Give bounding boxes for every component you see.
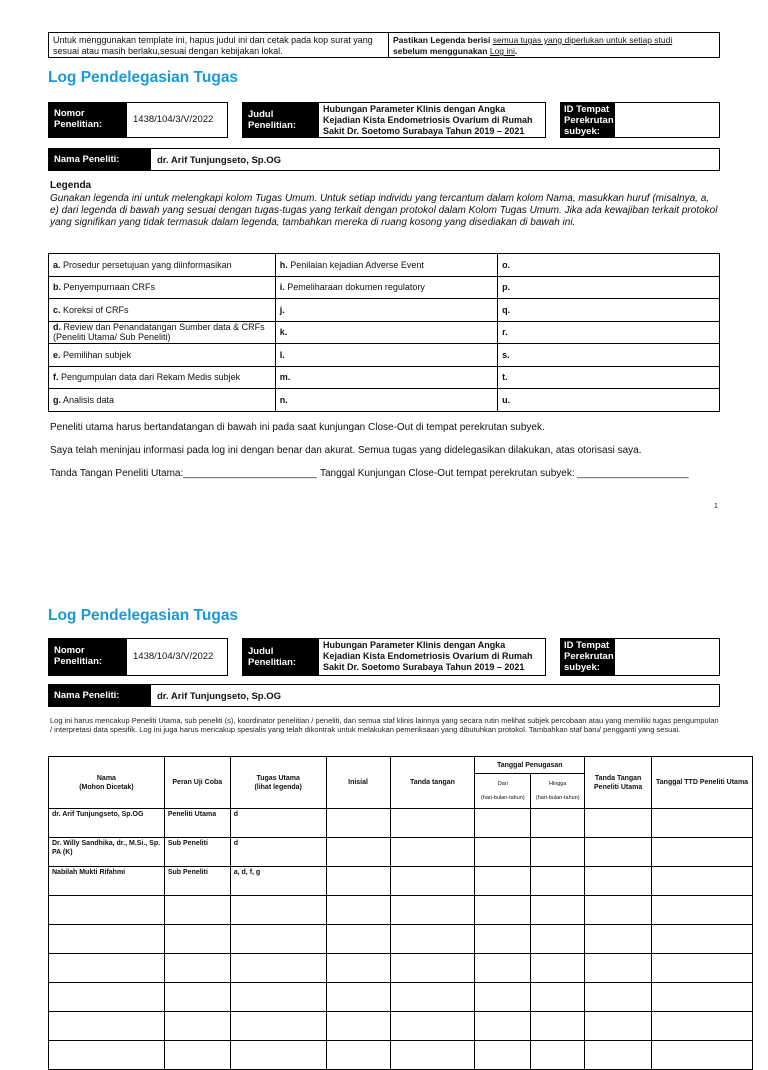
legend-cell: q. <box>498 299 720 322</box>
log-cell-tugas: d <box>230 809 326 838</box>
log-cell-ttd_pu <box>585 925 652 954</box>
log-cell-hingga <box>531 925 585 954</box>
log-cell-peran <box>164 896 230 925</box>
legend-cell: i. Pemeliharaan dokumen regulatory <box>275 276 497 299</box>
legend-cell: s. <box>498 344 720 367</box>
legend-cell: b. Penyempurnaan CRFs <box>49 276 276 299</box>
log-cell-ttd <box>390 1012 475 1041</box>
delegation-log-table <box>48 756 753 1070</box>
log-cell-ttd_pu <box>585 896 652 925</box>
legend-cell: c. Koreksi of CRFs <box>49 299 276 322</box>
log-cell-dari <box>475 954 531 983</box>
legend-cell: d. Review dan Penandatangan Sumber data & CRFs (Peneliti Utama/ Sub Peneliti) <box>49 321 276 344</box>
log-cell-ttd_pu <box>585 867 652 896</box>
log-cell-tugas <box>230 983 326 1012</box>
legend-cell: o. <box>498 254 720 277</box>
log-cell-nama <box>49 925 165 954</box>
log-cell-nama: Dr. Willy Sandhika, dr., M.Si., Sp. PA (K) <box>49 838 165 867</box>
log-row <box>49 1012 753 1041</box>
log-row <box>49 925 753 954</box>
col-tanggal-penugasan: Tanggal Penugasan <box>475 757 585 774</box>
legend-row <box>49 276 720 299</box>
closeout-date-line: Tanggal Kunjungan Close-Out tempat perekrutan subyek: ____________________ <box>320 468 689 479</box>
peneliti-value: dr. Arif Tunjungseto, Sp.OG <box>150 148 720 171</box>
legend-row <box>49 344 720 367</box>
log-cell-peran: Sub Peneliti <box>164 838 230 867</box>
log-cell-inisial <box>326 896 390 925</box>
log-cell-tgl_ttd <box>652 1041 753 1070</box>
log-cell-hingga <box>531 954 585 983</box>
log-cell-peran: Sub Peneliti <box>164 867 230 896</box>
log-cell-inisial <box>326 1041 390 1070</box>
page2-judul-value: Hubungan Parameter Klinis dengan Angka Kejadian Kista Endometriosis Ovarium di Rumah Sakit Dr. Soetomo Surabaya Tahun 2019 – 2021 <box>318 638 546 676</box>
log-cell-tgl_ttd <box>652 1012 753 1041</box>
page2-nomor-label: Nomor Penelitian: <box>54 645 103 667</box>
log-intro: Log ini harus mencakup Peneliti Utama, sub peneliti (s), koordinator penelitian / peneliti, dan semua staf klinis lainnya yang secara rutin melihat subjek percobaan atau yang memiliki tugas pengumpulan / interpretasi data spesifik. Log ini juga harus mencakup spesialis yang telah dikontrak untuk melakukan pemeriksaan yang dibutuhkan protokol. Tambahkan staf baru/ pengganti yang sesuai. <box>50 716 719 734</box>
log-cell-peran: Peneliti Utama <box>164 809 230 838</box>
signature-line: Tanda Tangan Peneliti Utama:________________________ <box>50 468 317 479</box>
log-cell-ttd <box>390 838 475 867</box>
page2-judul-label: Judul Penelitian: <box>242 638 318 676</box>
log-cell-tugas: d <box>230 838 326 867</box>
log-cell-ttd_pu <box>585 1041 652 1070</box>
log-cell-tgl_ttd <box>652 867 753 896</box>
col-hingga: Hingga (hari-bulan-tahun) <box>531 774 585 809</box>
log-cell-tgl_ttd <box>652 809 753 838</box>
legend-cell: f. Pengumpulan data dari Rekam Medis subjek <box>49 366 276 389</box>
page2-nomor-value: 1438/104/3/V/2022 <box>126 638 228 676</box>
log-cell-nama <box>49 1012 165 1041</box>
legend-cell: n. <box>275 389 497 412</box>
log-cell-nama <box>49 983 165 1012</box>
id-value <box>614 102 720 138</box>
log-cell-hingga <box>531 1012 585 1041</box>
log-cell-hingga <box>531 809 585 838</box>
log-cell-peran <box>164 1012 230 1041</box>
log-cell-dari <box>475 1012 531 1041</box>
log-row <box>49 1041 753 1070</box>
notice-left: Untuk menggunakan template ini, hapus judul ini dan cetak pada kop surat yang sesuai atau masih berlaku,sesuai dengan kebijakan lokal. <box>49 33 389 57</box>
log-cell-tugas <box>230 925 326 954</box>
log-cell-inisial <box>326 838 390 867</box>
col-tugas: Tugas Utama (lihat legenda) <box>230 757 326 809</box>
log-cell-dari <box>475 809 531 838</box>
judul-value: Hubungan Parameter Klinis dengan Angka Kejadian Kista Endometriosis Ovarium di Rumah Sakit Dr. Soetomo Surabaya Tahun 2019 – 2021 <box>318 102 546 138</box>
log-cell-hingga <box>531 896 585 925</box>
log-cell-peran <box>164 954 230 983</box>
col-nama: Nama (Mohon Dicetak) <box>49 757 165 809</box>
log-cell-dari <box>475 896 531 925</box>
log-cell-peran <box>164 1041 230 1070</box>
legend-title: Legenda <box>50 180 92 191</box>
notice-right: Pastikan Legenda berisi semua tugas yang diperlukan untuk setiap studi sebelum menggunakan Log ini. <box>393 35 673 56</box>
legend-cell: m. <box>275 366 497 389</box>
log-cell-hingga <box>531 838 585 867</box>
page2-id-value <box>614 638 720 676</box>
log-cell-nama: Nabilah Mukti Rifahmi <box>49 867 165 896</box>
log-cell-inisial <box>326 983 390 1012</box>
log-cell-nama <box>49 954 165 983</box>
page2-title: Log Pendelegasian Tugas <box>48 607 239 624</box>
col-dari: Dari (hari-bulan-tahun) <box>475 774 531 809</box>
page2-peneliti-value: dr. Arif Tunjungseto, Sp.OG <box>150 684 720 707</box>
legend-cell: u. <box>498 389 720 412</box>
template-notice <box>48 32 720 58</box>
legend-row <box>49 254 720 277</box>
log-cell-hingga <box>531 983 585 1012</box>
log-cell-nama <box>49 896 165 925</box>
closeout-instruction: Peneliti utama harus bertandatangan di bawah ini pada saat kunjungan Close-Out di tempat perekrutan subyek. <box>50 422 545 433</box>
legend-cell: h. Penilaian kejadian Adverse Event <box>275 254 497 277</box>
log-cell-dari <box>475 838 531 867</box>
col-ttd: Tanda tangan <box>390 757 475 809</box>
log-cell-ttd_pu <box>585 838 652 867</box>
log-cell-tugas <box>230 1012 326 1041</box>
log-cell-ttd <box>390 1041 475 1070</box>
log-cell-nama <box>49 1041 165 1070</box>
judul-label: Judul Penelitian: <box>242 102 318 138</box>
log-cell-tugas <box>230 1041 326 1070</box>
page2-id-label: ID Tempat Perekrutan subyek: <box>560 638 614 676</box>
log-cell-dari <box>475 867 531 896</box>
legend-cell: p. <box>498 276 720 299</box>
log-cell-ttd <box>390 896 475 925</box>
log-cell-ttd_pu <box>585 809 652 838</box>
log-cell-peran <box>164 983 230 1012</box>
page2-peneliti-label: Nama Peneliti: <box>48 684 150 707</box>
peneliti-label: Nama Peneliti: <box>48 148 150 171</box>
nomor-label: Nomor Penelitian: <box>54 108 103 130</box>
legend-cell: a. Prosedur persetujuan yang diinformasikan <box>49 254 276 277</box>
log-cell-nama: dr. Arif Tunjungseto, Sp.OG <box>49 809 165 838</box>
log-row <box>49 983 753 1012</box>
log-cell-tugas <box>230 954 326 983</box>
log-cell-inisial <box>326 1012 390 1041</box>
legend-cell: g. Analisis data <box>49 389 276 412</box>
log-cell-tgl_ttd <box>652 925 753 954</box>
col-ttd-pu: Tanda Tangan Peneliti Utama <box>585 757 652 809</box>
legend-row <box>49 321 720 344</box>
log-cell-dari <box>475 983 531 1012</box>
log-cell-peran <box>164 925 230 954</box>
log-cell-inisial <box>326 867 390 896</box>
nomor-value: 1438/104/3/V/2022 <box>126 102 228 138</box>
legend-cell: j. <box>275 299 497 322</box>
log-cell-tgl_ttd <box>652 983 753 1012</box>
legend-cell: k. <box>275 321 497 344</box>
legend-cell: l. <box>275 344 497 367</box>
log-row <box>49 809 753 838</box>
log-cell-ttd <box>390 809 475 838</box>
legend-row <box>49 299 720 322</box>
log-cell-tgl_ttd <box>652 954 753 983</box>
legend-cell: r. <box>498 321 720 344</box>
log-cell-ttd <box>390 925 475 954</box>
legend-row <box>49 366 720 389</box>
legend-row <box>49 389 720 412</box>
log-cell-ttd_pu <box>585 983 652 1012</box>
log-cell-hingga <box>531 1041 585 1070</box>
log-cell-hingga <box>531 867 585 896</box>
log-row <box>49 896 753 925</box>
log-cell-ttd <box>390 954 475 983</box>
legend-table <box>48 253 720 412</box>
log-row <box>49 954 753 983</box>
legend-text: Gunakan legenda ini untuk melengkapi kolom Tugas Umum. Untuk setiap individu yang tercantum dalam kolom Nama, masukkan huruf (misalnya, a, e) dari legenda di bawah yang sesuai dengan tugas-tugas yang terkait dengan protokol dalam Kolom Tugas Umum. Jika ada kewajiban terkait protokol yang signifikan yang tidak termasuk dalam legenda, tambahkan mereka di ruang kosong yang disediakan di bawah ini. <box>50 193 718 228</box>
log-row <box>49 838 753 867</box>
log-cell-dari <box>475 1041 531 1070</box>
log-cell-inisial <box>326 809 390 838</box>
log-cell-tugas: a, d, f, g <box>230 867 326 896</box>
log-row <box>49 867 753 896</box>
log-cell-tgl_ttd <box>652 896 753 925</box>
col-peran: Peran Uji Coba <box>164 757 230 809</box>
log-cell-tugas <box>230 896 326 925</box>
page-title: Log Pendelegasian Tugas <box>48 69 239 86</box>
log-cell-ttd_pu <box>585 954 652 983</box>
legend-cell: t. <box>498 366 720 389</box>
log-cell-inisial <box>326 954 390 983</box>
log-cell-ttd <box>390 867 475 896</box>
col-inisial: Inisial <box>326 757 390 809</box>
log-cell-tgl_ttd <box>652 838 753 867</box>
review-statement: Saya telah meninjau informasi pada log ini dengan benar dan akurat. Semua tugas yang didelegasikan dilakukan, atas otorisasi saya. <box>50 445 642 456</box>
log-cell-inisial <box>326 925 390 954</box>
log-cell-dari <box>475 925 531 954</box>
legend-cell: e. Pemilihan subjek <box>49 344 276 367</box>
page-number: 1 <box>714 503 718 510</box>
log-cell-ttd_pu <box>585 1012 652 1041</box>
id-label: ID Tempat Perekrutan subyek: <box>560 102 614 138</box>
log-cell-ttd <box>390 983 475 1012</box>
col-tgl-ttd: Tanggal TTD Peneliti Utama <box>652 757 753 809</box>
